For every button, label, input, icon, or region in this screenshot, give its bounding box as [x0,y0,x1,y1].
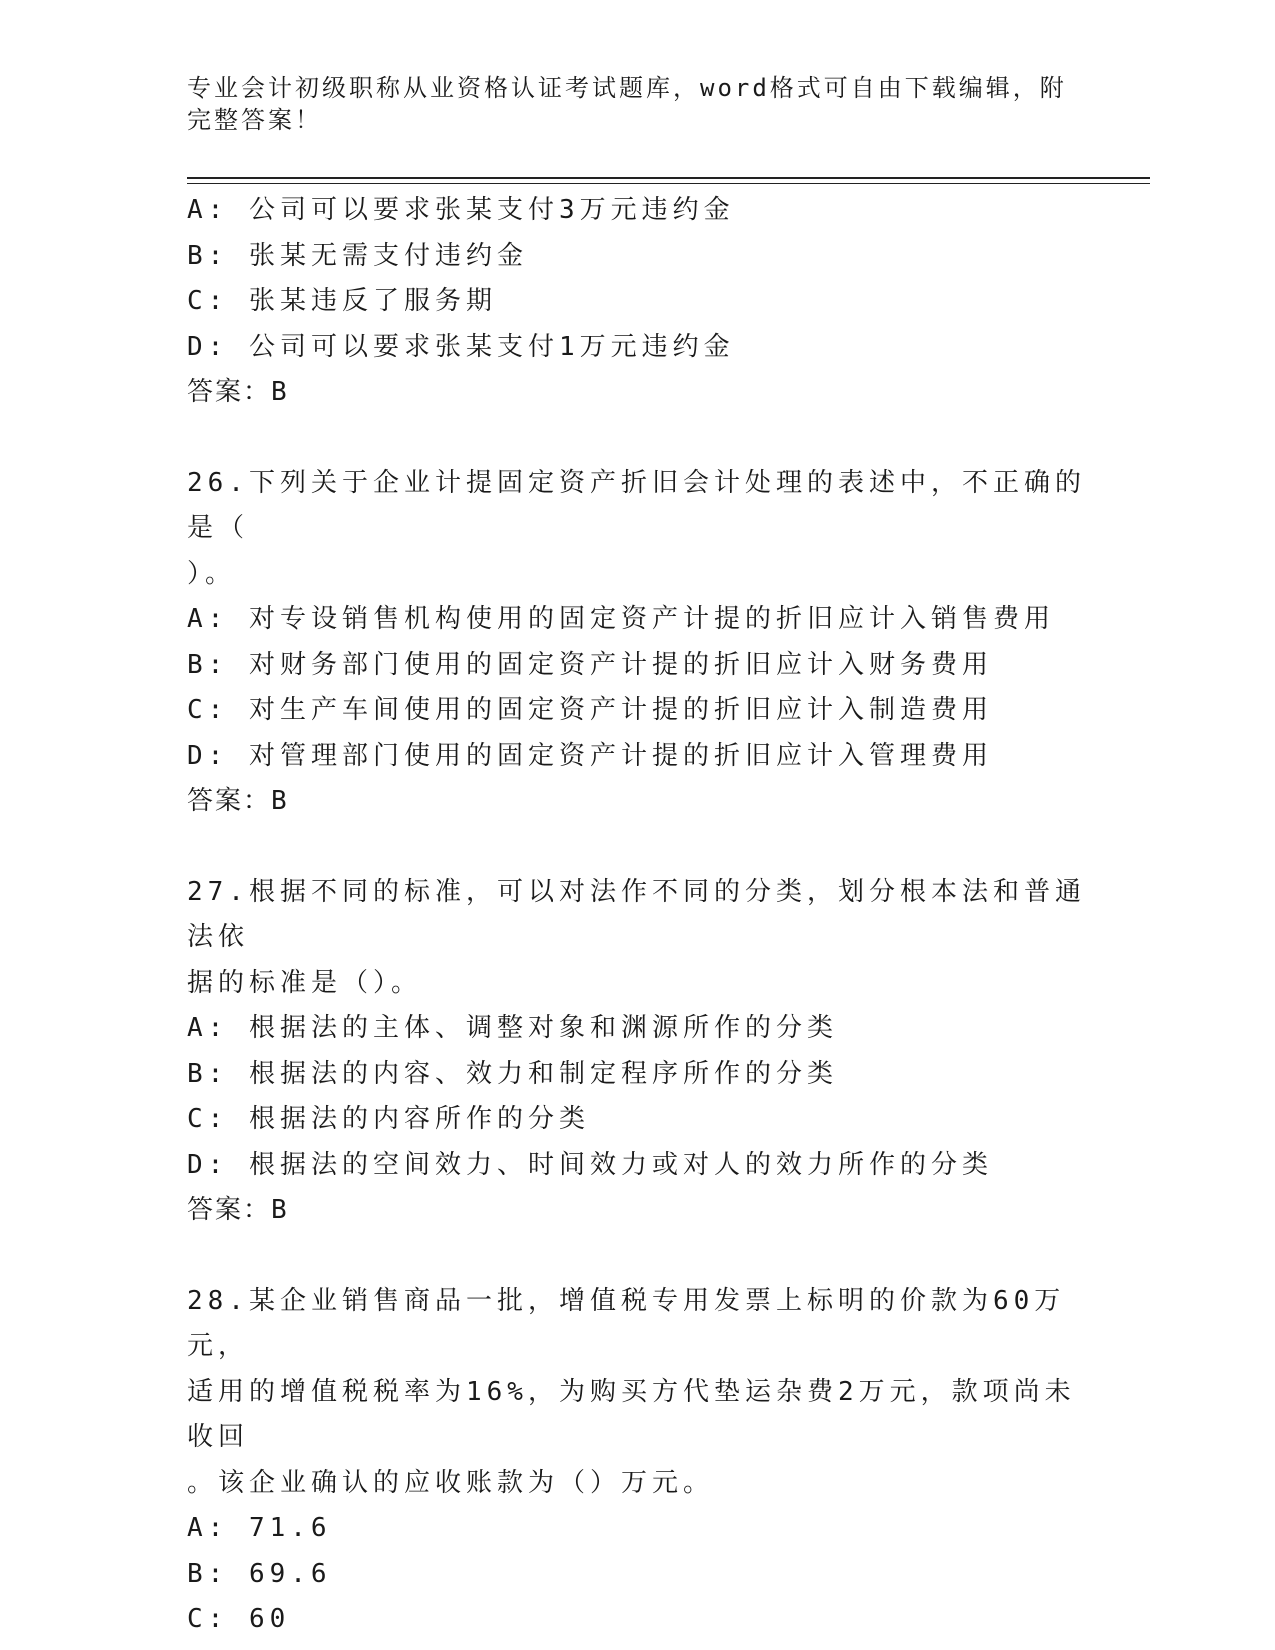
option-a: A: 根据法的主体、调整对象和渊源所作的分类 [187,1013,838,1043]
question-block-28 [187,1279,1087,1643]
header-rule-thin [187,183,1150,184]
option-c: C: 根据法的内容所作的分类 [187,1104,590,1134]
option-c: C: 60 [187,1604,291,1634]
question-content [187,188,1087,1643]
option-a: A: 对专设销售机构使用的固定资产计提的折旧应计入销售费用 [187,604,1055,634]
option-b: B: 张某无需支付违约金 [187,240,528,271]
question-text: 27.根据不同的标准，可以对法作不同的分类，划分根本法和普通法依 据的标准是（）。 [187,876,1086,998]
option-c: C: 张某违反了服务期 [187,286,497,316]
answer-line: 答案：B [187,1195,289,1225]
answer-line: 答案：B [187,377,289,407]
option-d: D: 公司可以要求张某支付1万元违约金 [187,331,735,362]
answer-line: 答案：B [187,786,289,816]
option-a: A: 公司可以要求张某支付3万元违约金 [187,195,735,225]
option-c: C: 对生产车间使用的固定资产计提的折旧应计入制造费用 [187,695,993,725]
option-d: D: 对管理部门使用的固定资产计提的折旧应计入管理费用 [187,740,993,771]
option-b: B: 69.6 [187,1558,332,1589]
option-a: A: 71.6 [187,1513,332,1543]
question-text: 26.下列关于企业计提固定资产折旧会计处理的表述中，不正确的是（ ）。 [187,467,1086,589]
header-rule-thick [187,177,1150,179]
option-b: B: 对财务部门使用的固定资产计提的折旧应计入财务费用 [187,649,993,680]
option-b: B: 根据法的内容、效力和制定程序所作的分类 [187,1058,838,1089]
document-header: 专业会计初级职称从业资格认证考试题库，word格式可自由下载编辑，附完整答案！ [187,74,1067,134]
question-text: 28.某企业销售商品一批，增值税专用发票上标明的价款为60万元， 适用的增值税税率为16%，为购买方代垫运杂费2万元，款项尚未收回 。该企业确认的应收账款为（）万元。 [187,1285,1076,1498]
option-d: D: 根据法的空间效力、时间效力或对人的效力所作的分类 [187,1149,993,1180]
question-block-26 [187,461,1087,825]
question-block-25 [187,188,1087,416]
question-block-27 [187,870,1087,1234]
